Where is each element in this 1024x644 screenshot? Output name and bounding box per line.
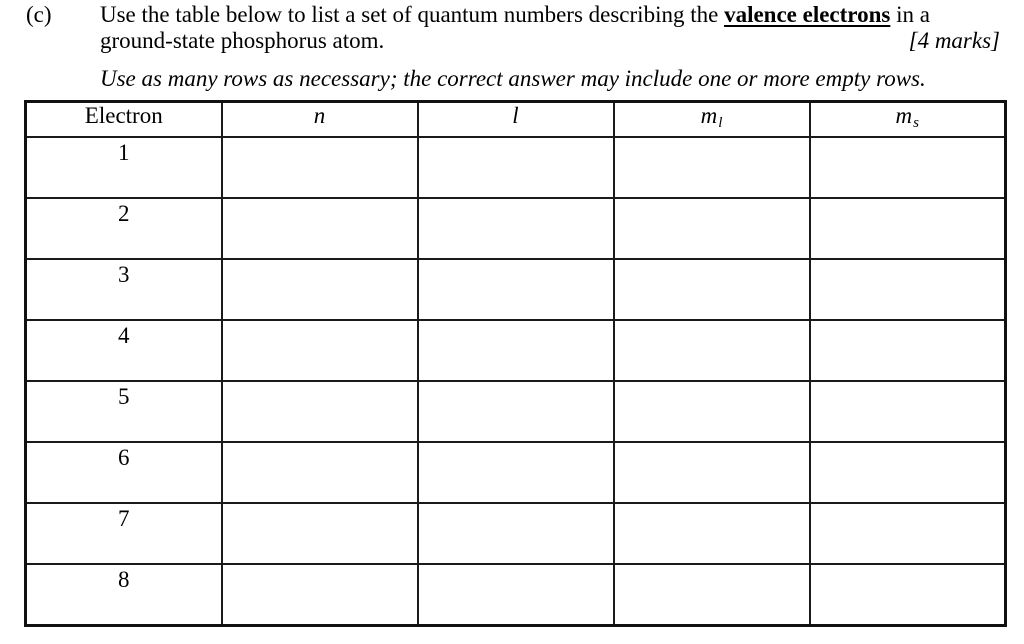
- question-text-line2: ground-state phosphorus atom.: [100, 28, 385, 53]
- header-ml-main: m: [700, 103, 718, 128]
- ml-cell[interactable]: [614, 381, 810, 442]
- l-cell[interactable]: [418, 564, 614, 626]
- header-n: n: [222, 102, 418, 138]
- electron-number: 3: [26, 259, 222, 320]
- table-row: [26, 442, 1006, 503]
- l-cell[interactable]: [418, 381, 614, 442]
- n-cell[interactable]: [222, 564, 418, 626]
- n-cell[interactable]: [222, 259, 418, 320]
- l-cell[interactable]: [418, 320, 614, 381]
- table-header-row: [26, 102, 1006, 138]
- ms-cell[interactable]: [810, 320, 1006, 381]
- table-row: [26, 503, 1006, 564]
- electron-number: 7: [26, 503, 222, 564]
- l-cell[interactable]: [418, 198, 614, 259]
- n-cell[interactable]: [222, 442, 418, 503]
- ml-cell[interactable]: [614, 503, 810, 564]
- question-part-label: (c): [26, 2, 52, 27]
- l-cell[interactable]: [418, 259, 614, 320]
- ms-cell[interactable]: [810, 381, 1006, 442]
- electron-number: 2: [26, 198, 222, 259]
- table-row: [26, 198, 1006, 259]
- ml-cell[interactable]: [614, 442, 810, 503]
- l-cell[interactable]: [418, 137, 614, 198]
- ml-cell[interactable]: [614, 259, 810, 320]
- ms-cell[interactable]: [810, 442, 1006, 503]
- table-row: [26, 381, 1006, 442]
- n-cell[interactable]: [222, 198, 418, 259]
- l-cell[interactable]: [418, 442, 614, 503]
- table-row: [26, 320, 1006, 381]
- table-row: [26, 564, 1006, 626]
- instruction-text: Use as many rows as necessary; the correct answer may include one or more empty rows.: [100, 66, 926, 91]
- electron-number: 4: [26, 320, 222, 381]
- header-ml: [614, 102, 810, 138]
- l-cell[interactable]: [418, 503, 614, 564]
- ml-cell[interactable]: [614, 564, 810, 626]
- header-ms: [810, 102, 1006, 138]
- header-electron: Electron: [26, 102, 222, 138]
- question-text-before: Use the table below to list a set of quantum numbers describing the: [100, 2, 725, 27]
- electron-number: 8: [26, 564, 222, 626]
- n-cell[interactable]: [222, 320, 418, 381]
- ms-cell[interactable]: [810, 564, 1006, 626]
- marks-label: [4 marks]: [908, 28, 1000, 53]
- electron-number: 1: [26, 137, 222, 198]
- ms-cell[interactable]: [810, 137, 1006, 198]
- table-row: [26, 259, 1006, 320]
- question-emphasis: valence electrons: [724, 2, 891, 27]
- table-row: [26, 137, 1006, 198]
- header-l: l: [418, 102, 614, 138]
- electron-number: 6: [26, 442, 222, 503]
- header-ml-sub: l: [718, 115, 723, 131]
- ml-cell[interactable]: [614, 198, 810, 259]
- ml-cell[interactable]: [614, 137, 810, 198]
- electron-number: 5: [26, 381, 222, 442]
- question-text-line1: [100, 2, 930, 28]
- quantum-numbers-table: [24, 100, 1007, 627]
- n-cell[interactable]: [222, 137, 418, 198]
- ms-cell[interactable]: [810, 503, 1006, 564]
- ml-cell[interactable]: [614, 320, 810, 381]
- header-ms-main: m: [895, 103, 913, 128]
- header-ms-sub: s: [913, 115, 919, 131]
- n-cell[interactable]: [222, 381, 418, 442]
- ms-cell[interactable]: [810, 198, 1006, 259]
- n-cell[interactable]: [222, 503, 418, 564]
- ms-cell[interactable]: [810, 259, 1006, 320]
- question-text-after: in a: [890, 2, 930, 27]
